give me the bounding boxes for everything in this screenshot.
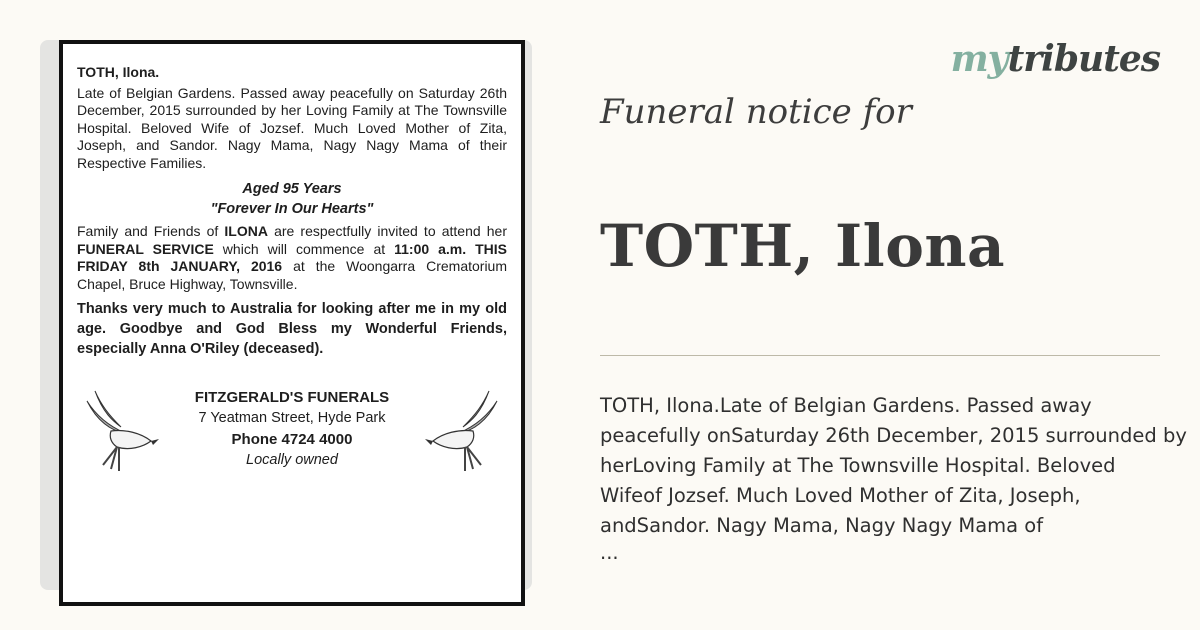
notice-p2-part-b: are respectfully invited to attend her (267, 223, 508, 239)
logo-part-my: my (950, 38, 1008, 80)
funeral-notice-clipping (59, 40, 525, 606)
notice-paragraph-2 (77, 223, 507, 293)
funeral-home-address: 7 Yeatman Street, Hyde Park (198, 410, 386, 426)
notice-paragraph-3: Thanks very much to Australia for looking after me in my old age. Goodbye and God Bless my Wonderful Friends, especially Anna O'Riley (deceased). (77, 301, 507, 357)
dove-left-icon (81, 383, 161, 473)
notice-p2-time: 11:00 a.m. THIS FRIDAY 8th JANUARY, 2016 (77, 240, 508, 274)
divider (600, 355, 1160, 356)
deceased-name-title: TOTH, Ilona (600, 212, 1006, 280)
excerpt-line: peacefully onSaturday 26th December, 2015 surrounded by (600, 424, 1187, 447)
excerpt-line: Wifeof Jozsef. Much Loved Mother of Zita, Joseph, (600, 484, 1081, 507)
funeral-home-tagline: Locally owned (246, 452, 338, 468)
notice-excerpt (600, 391, 1196, 541)
notice-p2-part-d: at the Woongarra Crematorium Chapel, Bruce Highway, Townsville. (77, 258, 507, 292)
funeral-home-name: FITZGERALD'S FUNERALS (194, 389, 390, 406)
funeral-home-phone: Phone 4724 4000 (231, 431, 353, 448)
mytributes-logo[interactable] (951, 38, 1160, 80)
notice-p2-service: FUNERAL SERVICE (77, 240, 214, 257)
dove-right-icon (423, 383, 503, 473)
logo-part-tributes: tributes (1007, 38, 1160, 80)
excerpt-line: TOTH, Ilona.Late of Belgian Gardens. Passed away (600, 394, 1092, 417)
notice-aged-text: Aged 95 Years (242, 181, 342, 197)
excerpt-line: herLoving Family at The Townsville Hospital. Beloved (600, 454, 1116, 477)
notice-p2-part-c: which will commence at (213, 240, 395, 257)
notice-heading: TOTH, Ilona. (77, 64, 160, 80)
notice-image-panel (40, 40, 532, 590)
notice-paragraph-1: Late of Belgian Gardens. Passed away peacefully on Saturday 26th December, 2015 surrounded by her Loving Family at The Townsville Hospital. Beloved Wife of Jozsef. Much Loved Mother of Zita, Joseph, and Sandor. Nagy Mama, Nagy Nagy Mama of their Respective Families. (77, 84, 507, 171)
notice-quote: "Forever In Our Hearts" (210, 201, 374, 217)
excerpt-line: andSandor. Nagy Mama, Nagy Nagy Mama of (600, 514, 1044, 537)
excerpt-ellipsis: ... (600, 541, 619, 564)
funeral-home-block (77, 387, 507, 497)
notice-p2-part-a: Family and Friends of (77, 223, 225, 239)
notice-age (77, 179, 507, 219)
notice-kicker: Funeral notice for (600, 92, 912, 132)
notice-p2-name: ILONA (224, 223, 268, 239)
